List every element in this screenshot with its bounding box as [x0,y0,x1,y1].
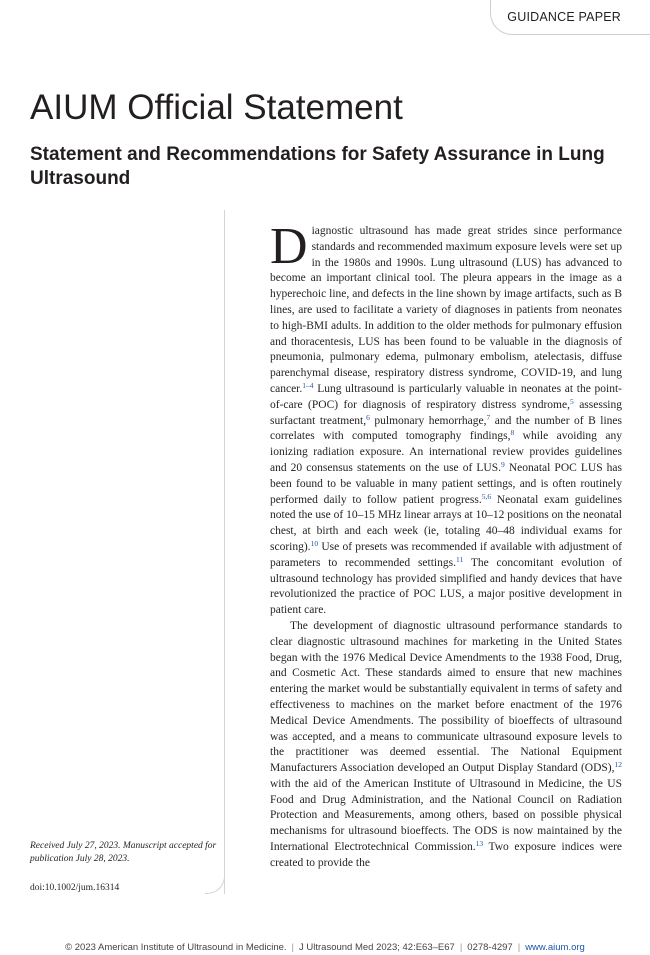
section-tab-label: GUIDANCE PAPER [507,10,621,24]
footer-separator: | [291,942,294,953]
text-run: The concomitant evolution of ultrasound technology has provided simplified and handy devices that have revolutionized the practice of POC LUS, a major positive development in patient care. [270,556,622,617]
citation-ref[interactable]: 11 [455,554,464,564]
text-run: Neonatal exam guidelines noted the use of 10–15 MHz linear arrays at 10–12 positions on the neonatal chest, at birth and each week (ie, totaling 40–48 individual exams for scoring). [270,493,622,553]
footer-separator: | [459,942,463,953]
received-date-note: Received July 27, 2023. Manuscript accepted for publication July 28, 2023. [30,841,217,864]
citation-ref[interactable]: 9 [501,459,505,469]
text-run: assessing surfactant treatment, [270,398,622,427]
text-run: Use of presets was recommended if available with adjustment of parameters to recommended settings. [270,540,622,569]
text-run: Lung ultrasound is particularly valuable in neonates at the point-of-care (POC) for diagnosis of respiratory distress syndrome, [270,382,622,411]
text-run: and the number of B lines correlates with computed tomography findings, [270,414,622,443]
page-footer [0,942,650,953]
sidebar-divider [224,210,225,894]
article-body [270,224,622,896]
citation-ref[interactable]: 10 [310,538,319,548]
citation-ref[interactable]: 8 [510,428,515,438]
text-run: pulmonary hemorrhage, [369,414,487,427]
text-run: while avoiding any ionizing radiation exposure. An international review provides guidelines and 20 consensus statements on the use of LUS. [270,430,622,474]
citation-ref[interactable]: 5,6 [481,491,492,501]
text-run: Two exposure indices were created to provide the [270,841,622,869]
journal-citation: J Ultrasound Med 2023; 42:E63–E67 [299,942,455,953]
article-subtitle: Statement and Recommendations for Safety Assurance in Lung Ultrasound [30,144,605,189]
issn-number: 0278-4297 [467,942,513,953]
citation-ref[interactable]: 12 [614,760,622,770]
citation-ref[interactable]: 6 [366,412,370,422]
website-link[interactable]: www.aium.org [525,942,585,953]
copyright-notice: © 2023 American Institute of Ultrasound in Medicine. [65,942,287,953]
sidebar-divider-corner [205,874,225,894]
citation-ref[interactable]: 7 [486,412,491,422]
text-run: iagnostic ultrasound has made great strides since performance standards and recommended maximum exposure levels were set up in the 1980s and 1990s. Lung ultrasound (LUS) has advanced to become an important clinical tool. The pleura appears in the image as a hyperechoic line, and defects in the line shown by image artifacts, such as B lines, are used to facilitate a variety of diagnoses in patients from neonates to high-BMI adults. In addition to the older methods for pulmonary effusion and thoracentesis, LUS has been found to be valuable in the diagnosis of pneumonia, pulmonary edema, pulmonary embolism, atelectasis, diffuse parenchymal disease, respiratory distress syndrome, COVID-19, and lung cancer. [270,225,622,395]
text-run: Neonatal POC LUS has been found to be valuable in many patient settings, and is often routinely performed daily to follow patient progress. [270,461,622,506]
article-title: AIUM Official Statement [30,88,403,127]
citation-ref[interactable]: 13 [475,839,484,849]
citation-ref[interactable]: 1–4 [302,380,314,390]
doi-identifier: doi:10.1002/jum.16314 [30,883,120,893]
footer-separator: | [517,942,521,953]
body-paragraph-1 [270,224,622,619]
text-run: with the aid of the American Institute of Ultrasound in Medicine, the US Food and Drug Administration, and the National Council on Radiation Protection and Measurements, among others, based on possible physical mechanisms for ultrasound bioeffects. The ODS is now maintained by the International Electrotechnical Commission. [270,777,622,854]
citation-ref[interactable]: 5 [569,396,574,406]
body-paragraph-2 [270,619,622,872]
drop-cap: D [270,224,308,275]
text-run: The development of diagnostic ultrasound performance standards to clear diagnostic ultrasound machines for marketing in the United States began with the 1976 Medical Device Amendments to the 1938 Food, Drug, and Cosmetic Act. These standards aimed to ensure that new machines entering the market would be substantially equivalent in terms of safety and effectiveness to machines on the market before enactment of the 1976 Medical Device Amendments. The possibility of bioeffects of ultrasound was accepted, and a means to communicate ultrasound exposure levels to the practitioner was deemed essential. The National Equipment Manufacturers Association developed an Output Display Standard (ODS), [270,619,622,775]
section-tab [490,0,650,35]
